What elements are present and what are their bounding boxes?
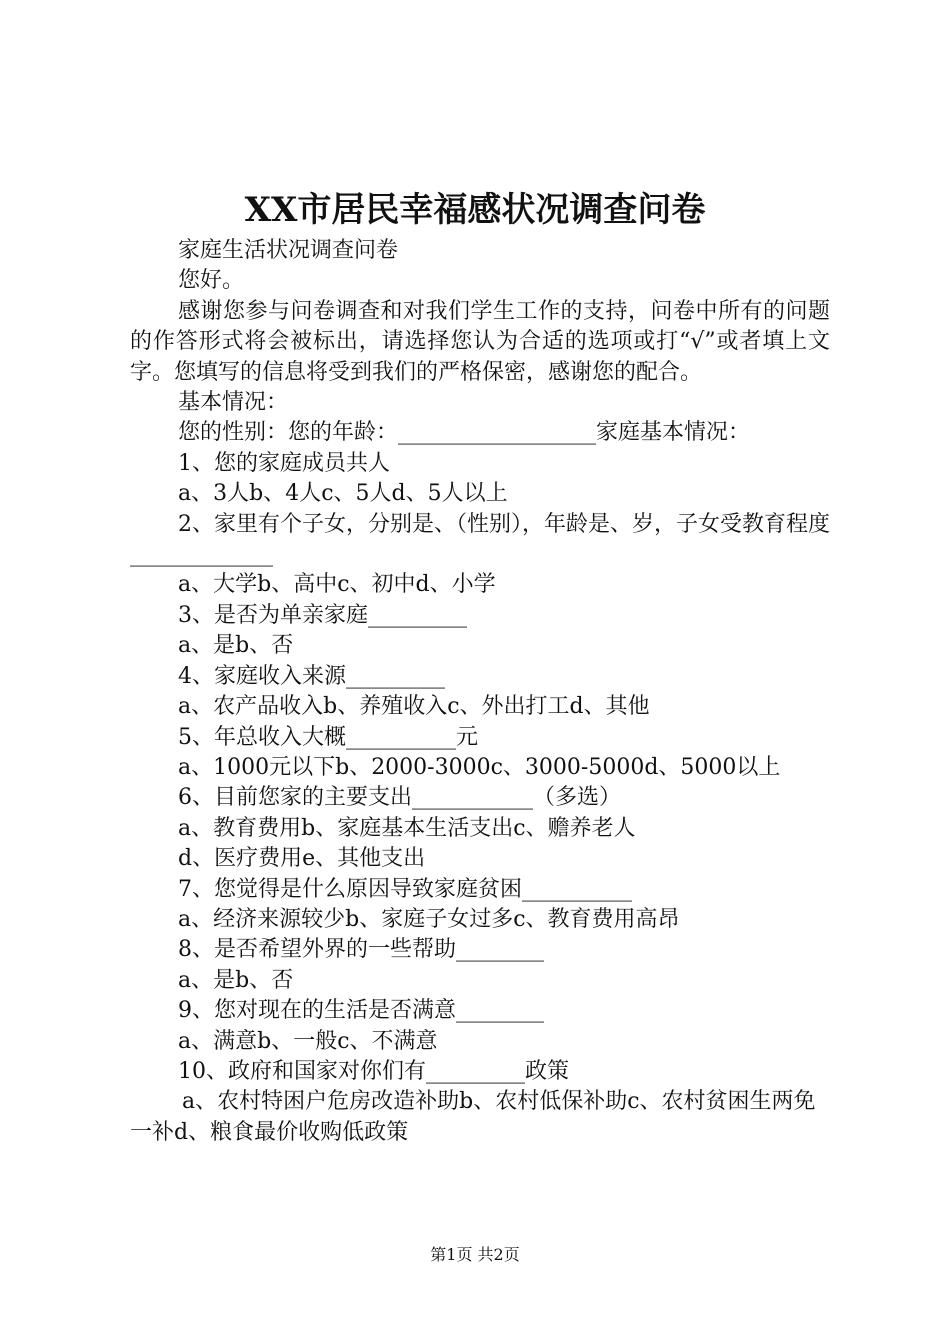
options-2: a、大学b、高中c、初中d、小学 xyxy=(178,572,496,598)
options-5: a、1000元以下b、2000-3000c、3000-5000d、5000以上 xyxy=(178,754,781,780)
intro-paragraph: 感谢您参与问卷调查和对我们学生工作的支持，问卷中所有的问题的作答形式将会被标出，请选择您认为合适的选项或打“√”或者填上文字。您填写的信息将受到我们的严格保密，感谢您的配合。 xyxy=(130,298,830,385)
question-10: 10、政府和国家对你们有_________政策 xyxy=(178,1058,569,1084)
survey-subtitle: 家庭生活状况调查问卷 xyxy=(178,238,399,263)
question-5: 5、年总收入大概__________元 xyxy=(178,724,478,750)
question-7: 7、您觉得是什么原因导致家庭贫困__________ xyxy=(178,876,632,902)
options-4: a、农产品收入b、养殖收入c、外出打工d、其他 xyxy=(178,694,650,720)
question-8: 8、是否希望外界的一些帮助________ xyxy=(178,937,544,963)
greeting: 您好。 xyxy=(178,268,245,294)
options-9: a、满意b、一般c、不满意 xyxy=(178,1028,438,1054)
options-7: a、经济来源较少b、家庭子女过多c、教育费用高昂 xyxy=(178,906,680,932)
options-1: a、3人b、4人c、5人d、5人以上 xyxy=(178,481,508,507)
options-3: a、是b、否 xyxy=(178,633,294,659)
question-6: 6、目前您家的主要支出___________（多选） xyxy=(178,785,621,811)
page-footer: 第1页 共2页 xyxy=(430,1245,520,1264)
document-body xyxy=(130,236,830,1148)
section-heading: 基本情况： xyxy=(178,390,289,416)
options-6b: d、医疗费用e、其他支出 xyxy=(178,846,426,872)
basic-info-line: 您的性别：您的年龄：__________________家庭基本情况： xyxy=(178,420,751,446)
options-8: a、是b、否 xyxy=(178,967,294,993)
question-1: 1、您的家庭成员共人 xyxy=(178,450,390,476)
question-9: 9、您对现在的生活是否满意________ xyxy=(178,998,544,1024)
question-4: 4、家庭收入来源_________ xyxy=(178,663,445,689)
options-6a: a、教育费用b、家庭基本生活支出c、赡养老人 xyxy=(178,815,636,841)
question-3: 3、是否为单亲家庭_________ xyxy=(178,602,467,628)
question-2: 2、家里有个子女，分别是、（性别），年龄是、岁，子女受教育程度_____________ xyxy=(130,511,830,568)
options-10: a、农村特困户危房改造补助b、农村低保补助c、农村贫困生两免一补d、粮食最价收购低政策 xyxy=(130,1089,816,1145)
document-title: XX市居民幸福感状况调查问卷 xyxy=(244,190,706,230)
